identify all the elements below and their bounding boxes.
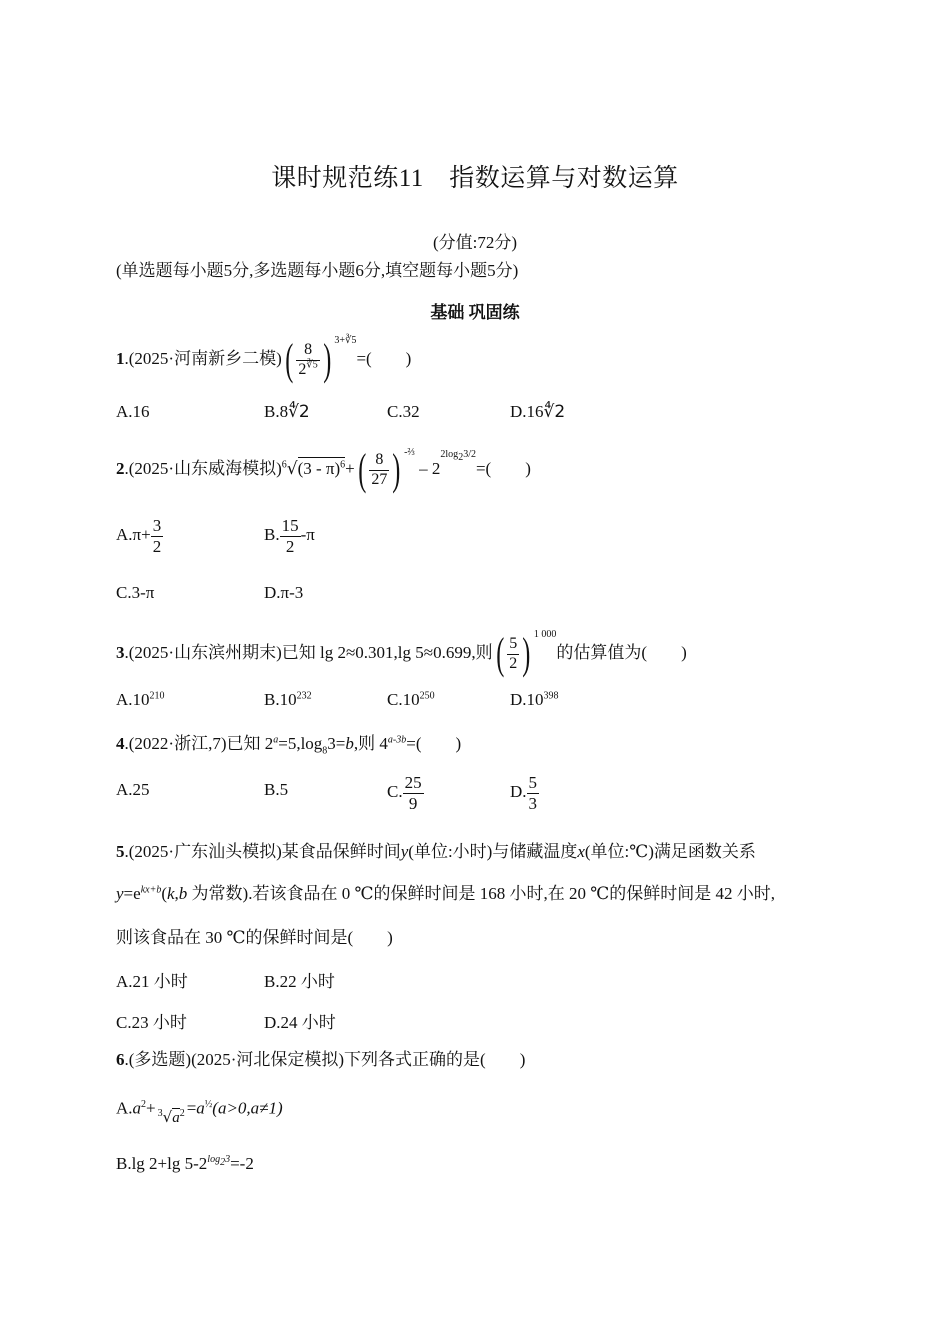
q5-option-d[interactable]: D.24 小时 <box>264 1013 336 1032</box>
question-5-line-3: 则该食品在 30 ℃的保鲜时间是( ) <box>116 928 393 947</box>
q4-option-a[interactable]: A.25 <box>116 780 150 799</box>
q3-option-d[interactable]: $D.10^{398}$ <box>510 690 559 709</box>
q5-option-b[interactable]: B.22 小时 <box>264 972 335 991</box>
q1-option-b[interactable]: B.8∜2 <box>264 402 310 422</box>
section-heading: 基础 巩固练 <box>430 303 520 322</box>
q3-option-c[interactable]: $C.10^{250}$ <box>387 690 435 709</box>
question-5-line-2: $y=e^{kx+b}(k,b$ 为常数).若该食品在 0 ℃的保鲜时间是 168 小时,在 20 ℃的保鲜时间是 42 小时, <box>116 884 775 903</box>
question-1: 1.(2025·河南新乡二模)( $\frac{8}{2^{∛5}}$ ) $^{3+∛5}$=( ) <box>116 335 412 384</box>
question-4: 4.(2022·浙江,7)已知 $2^a=5,\log_83=b$,则 $4^{a-3b}=$( ) <box>116 734 462 757</box>
q6-option-a[interactable]: $A.a^2+$ $^3√a^2$ $=a^{\frac{1}{2}}(a>0,a\ne 1)$ <box>116 1098 283 1127</box>
q2-option-c[interactable]: C.3-π <box>116 583 155 602</box>
q5-option-a[interactable]: A.21 小时 <box>116 972 188 991</box>
q1-option-c[interactable]: C.32 <box>387 402 420 421</box>
q5-option-c[interactable]: C.23 小时 <box>116 1013 187 1032</box>
q4-option-c[interactable]: C. $\frac{25}{9}$ <box>387 773 422 813</box>
score-info: (分值:72分) <box>432 233 518 252</box>
q4-option-b[interactable]: B.5 <box>264 780 289 799</box>
q6-option-b[interactable]: B.lg 2+lg $5-2^{log_23}=-2$ <box>116 1154 254 1173</box>
question-5-line-1: 5.(2025·广东汕头模拟)某食品保鲜时间y(单位:小时)与储藏温度x(单位:℃)满足函数关系 <box>116 842 756 861</box>
q3-option-a[interactable]: $A.10^{210}$ <box>116 690 165 709</box>
q1-option-a[interactable]: A.16 <box>116 402 150 421</box>
q2-option-d[interactable]: D.π-3 <box>264 583 304 602</box>
page-title: 课时规范练11 指数运算与对数运算 <box>271 165 679 192</box>
question-6: 6.(多选题)(2025·河北保定模拟)下列各式正确的是( ) <box>116 1050 526 1069</box>
q3-option-b[interactable]: $B.10^{232}$ <box>264 690 312 709</box>
q4-option-d[interactable]: D. $\frac{5}{3}$ <box>510 773 538 813</box>
q2-option-a[interactable]: A.π+ $\frac{3}{2}$ <box>116 516 162 556</box>
q1-option-d[interactable]: D.16∜2 <box>510 402 566 422</box>
question-2: 2.(2025·山东威海模拟)$^6$√(3 - π)$^6$+( $\frac{8}{27}$ ) $^{-\frac{2}{3}} - 2^{2log_23/2}=$( ) <box>116 445 531 494</box>
scoring-rules: (单选题每小题5分,多选题每小题6分,填空题每小题5分) <box>116 261 519 280</box>
q2-option-b[interactable]: B. $\frac{15}{2}$ -π <box>264 516 315 556</box>
question-3: 3.(2025·山东滨州期末)已知 lg 2≈0.301,lg 5≈0.699,则( $\frac{5}{2}$ ) $^{1 000}$的估算值为( ) <box>116 629 687 678</box>
